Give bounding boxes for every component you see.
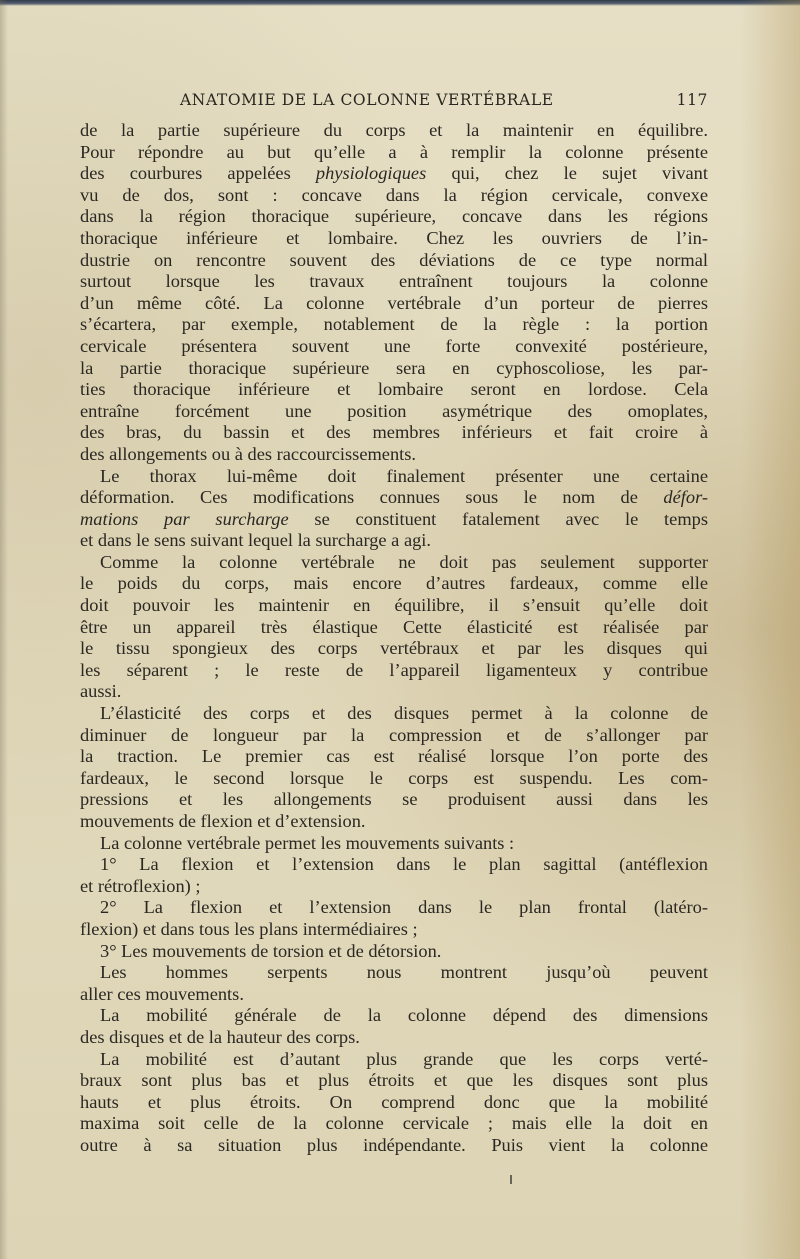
text-line: diminuer de longueur par la compression et de s’allonger par bbox=[80, 724, 708, 745]
text-line: vu de dos, sont : concave dans la région cervicale, convexe bbox=[80, 184, 708, 205]
italic-term: défor- bbox=[663, 487, 708, 508]
text-line: dustrie on rencontre souvent des déviations de ce type normal bbox=[80, 249, 708, 270]
text-line bbox=[80, 487, 708, 509]
text-line: La colonne vertébrale permet les mouvements suivants : bbox=[100, 832, 515, 853]
text-line: entraîne forcément une position asymétrique des omoplates, bbox=[80, 400, 708, 421]
text-line: maxima soit celle de la colonne cervicale ; mais elle la doit en bbox=[80, 1113, 708, 1134]
text-line: le poids du corps, mais encore d’autres fardeaux, comme elle bbox=[80, 573, 708, 594]
running-title: ANATOMIE DE LA COLONNE VERTÉBRALE bbox=[180, 91, 554, 109]
text-segment: déformation. Ces modifications connues sous le nom de bbox=[80, 487, 664, 508]
text-line: Les hommes serpents nous montrent jusqu’où peuvent bbox=[100, 962, 708, 983]
page-top-edge bbox=[0, 0, 800, 6]
text-line: aller ces mouvements. bbox=[80, 983, 244, 1004]
text-line: thoracique inférieure et lombaire. Chez les ouvriers de l’in- bbox=[80, 227, 708, 248]
text-segment: se constituent fatalement avec le temps bbox=[288, 508, 708, 529]
text-line bbox=[80, 163, 708, 185]
text-line: aussi. bbox=[80, 681, 122, 702]
text-line: s’écartera, par exemple, notablement de la règle : la portion bbox=[80, 314, 708, 335]
stray-print-mark bbox=[510, 1175, 512, 1184]
text-line: 3° Les mouvements de torsion et de détorsion. bbox=[100, 940, 442, 961]
page-edge-stain bbox=[740, 0, 800, 1259]
text-line: des disques et de la hauteur des corps. bbox=[80, 1026, 360, 1047]
body-text bbox=[80, 120, 708, 1157]
text-line: les séparent ; le reste de l’appareil ligamenteux y contribue bbox=[80, 659, 708, 680]
italic-term: mations par surcharge bbox=[80, 508, 289, 529]
text-line: 1° La flexion et l’extension dans le plan sagittal (antéflexion bbox=[100, 854, 708, 875]
text-line: cervicale présentera souvent une forte convexité postérieure, bbox=[80, 335, 708, 356]
text-line: pressions et les allongements se produisent aussi dans les bbox=[80, 789, 708, 810]
text-line: être un appareil très élastique Cette élasticité est réalisée par bbox=[80, 616, 708, 637]
text-line: doit pouvoir les maintenir en équilibre, il s’ensuit qu’elle doit bbox=[80, 595, 708, 616]
text-line: L’élasticité des corps et des disques permet à la colonne de bbox=[100, 703, 708, 724]
text-line: des bras, du bassin et des membres inférieurs et fait croire à bbox=[80, 422, 708, 443]
text-line: le tissu spongieux des corps vertébraux et par les disques qui bbox=[80, 638, 708, 659]
text-line: la traction. Le premier cas est réalisé lorsque l’on porte des bbox=[80, 746, 708, 767]
text-line: mouvements de flexion et d’extension. bbox=[80, 811, 366, 831]
text-line: hauts et plus étroits. On comprend donc que la mobilité bbox=[80, 1091, 708, 1112]
text-line: 2° La flexion et l’extension dans le plan frontal (latéro- bbox=[100, 897, 708, 918]
text-line: de la partie supérieure du corps et la maintenir en équilibre. bbox=[80, 120, 708, 140]
text-line: et rétroflexion) ; bbox=[80, 875, 201, 896]
text-line: la partie thoracique supérieure sera en cyphoscoliose, les par- bbox=[80, 357, 708, 378]
page-gutter-shadow bbox=[0, 0, 8, 1259]
text-line: outre à sa situation plus indépendante. Puis vient la colonne bbox=[80, 1134, 708, 1155]
text-line: surtout lorsque les travaux entraînent toujours la colonne bbox=[80, 271, 708, 292]
italic-term: physiologiques bbox=[315, 163, 427, 184]
page-number: 117 bbox=[676, 91, 708, 109]
text-line bbox=[80, 509, 708, 531]
text-line: des allongements ou à des raccourcissements. bbox=[80, 443, 417, 464]
text-line: La mobilité est d’autant plus grande que les corps verté- bbox=[100, 1048, 708, 1069]
text-line: dans la région thoracique supérieure, concave dans les régions bbox=[80, 206, 708, 227]
text-segment: des courbures appelées bbox=[80, 163, 316, 184]
text-line: La mobilité générale de la colonne dépend des dimensions bbox=[100, 1005, 708, 1026]
text-line: Pour répondre au but qu’elle a à remplir la colonne présente bbox=[80, 141, 708, 162]
text-line: et dans le sens suivant lequel la surcharge a agi. bbox=[80, 530, 432, 551]
text-line: ties thoracique inférieure et lombaire seront en lordose. Cela bbox=[80, 379, 708, 400]
text-line: d’un même côté. La colonne vertébrale d’un porteur de pierres bbox=[80, 292, 708, 313]
text-segment: qui, chez le sujet vivant bbox=[426, 163, 708, 184]
text-line: Le thorax lui-même doit finalement présenter une certaine bbox=[100, 465, 708, 486]
text-line: flexion) et dans tous les plans intermédiaires ; bbox=[80, 918, 418, 939]
text-line: fardeaux, le second lorsque le corps est suspendu. Les com- bbox=[80, 767, 708, 788]
running-head bbox=[80, 91, 708, 115]
text-line: braux sont plus bas et plus étroits et que les disques sont plus bbox=[80, 1070, 708, 1091]
text-line: Comme la colonne vertébrale ne doit pas seulement supporter bbox=[100, 551, 708, 572]
